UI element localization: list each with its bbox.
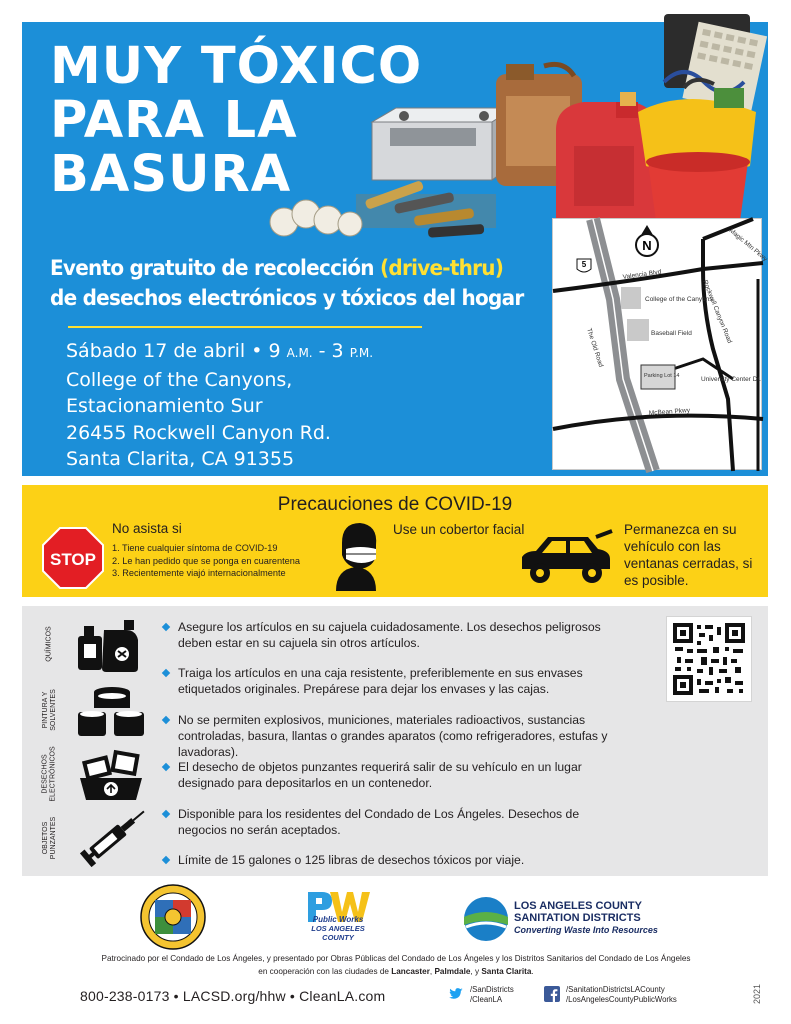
sponsor-fragment: , y xyxy=(470,966,482,976)
category-chemicals xyxy=(22,616,162,672)
sponsor-fragment: en cooperación con las ciudades de xyxy=(258,966,392,976)
title-line: MUY TÓXICO xyxy=(50,37,423,96)
face-mask-icon xyxy=(328,521,384,591)
facebook-icon xyxy=(544,986,560,1002)
symptom-item: 2. Le han pedido que se ponga en cuarentena xyxy=(112,555,300,566)
rule-item xyxy=(163,619,623,651)
rule-text: Asegure los artículos en su cajuela cuidadosamente. Los desechos peligrosos deben estar en su cajuela sin otros artículos. xyxy=(178,620,601,650)
diamond-bullet-icon xyxy=(162,856,170,864)
sponsor-fragment: . xyxy=(531,966,534,976)
address-line: Estacionamiento Sur xyxy=(66,395,263,417)
rule-item xyxy=(163,665,623,697)
map-label: Valencia Blvd xyxy=(622,268,662,281)
qr-code[interactable] xyxy=(666,616,752,702)
rule-item xyxy=(163,759,623,791)
county-seal-logo xyxy=(140,884,206,950)
event-details xyxy=(66,338,373,473)
location-map xyxy=(552,218,769,470)
car-icon xyxy=(518,529,614,589)
rule-item xyxy=(163,806,623,838)
rule-text: Disponible para los residentes del Condado de Los Ángeles. Desechos de negocios no serán aceptados. xyxy=(178,807,580,837)
map-label: Magic Mtn Pkwy xyxy=(727,227,769,263)
category-paint xyxy=(22,682,162,738)
chemicals-icon xyxy=(74,618,148,672)
svg-text:Public Works: Public Works xyxy=(312,915,364,924)
diamond-bullet-icon xyxy=(162,763,170,771)
facebook-handle: /LosAngelesCountyPublicWorks xyxy=(566,995,677,1004)
event-subtitle xyxy=(50,254,523,314)
address-line: Santa Clarita, CA 91355 xyxy=(66,448,295,470)
covid-precautions-panel xyxy=(22,485,768,597)
category-label: OBJETOS PUNZANTES xyxy=(42,816,57,860)
sponsor-line: Patrocinado por el Condado de Los Ángeles, y presentado por Obras Públicas del Condado de Los Ángeles y los Distritos Sanitarios del Condado de Los Ángeles xyxy=(101,954,691,963)
subtitle-text: de desechos electrónicos y tóxicos del hogar xyxy=(50,286,524,311)
category-label: DESECHOS ELECTRÓNICOS xyxy=(42,746,58,802)
sanitation-text xyxy=(514,900,658,936)
symptom-item: 1. Tiene cualquier síntoma de COVID-19 xyxy=(112,543,278,553)
rule-text: Límite de 15 galones o 125 libras de desechos tóxicos por viaje. xyxy=(178,853,525,867)
syringe-icon xyxy=(74,812,148,866)
paint-cans-icon xyxy=(74,684,148,738)
diamond-bullet-icon xyxy=(162,623,170,631)
symptom-list xyxy=(112,542,300,580)
map-label: McBean Pkwy xyxy=(648,407,691,417)
pw-caption: LOS ANGELES COUNTY xyxy=(311,924,365,942)
year-label: 2021 xyxy=(752,983,762,1004)
e-waste-icon xyxy=(74,748,148,802)
rules-panel xyxy=(22,606,768,876)
pm-label: P.M. xyxy=(349,346,374,360)
drive-thru-highlight: (drive-thru) xyxy=(380,256,504,281)
face-covering-text: Use un cobertor facial xyxy=(393,522,525,537)
sponsor-fragment: , xyxy=(429,966,435,976)
twitter-handle: /SanDistricts xyxy=(470,985,514,994)
category-e-waste xyxy=(22,746,162,802)
rule-item xyxy=(163,852,623,868)
sanitation-globe-icon xyxy=(462,895,510,943)
map-label: Parking Lot 14 xyxy=(644,373,680,379)
map-label: Baseball Field xyxy=(651,330,692,337)
category-label: PINTURA Y SOLVENTES xyxy=(42,689,57,731)
map-label: University Center Dr. xyxy=(701,376,761,383)
event-date xyxy=(66,338,373,367)
city-name: Lancaster xyxy=(391,966,430,976)
hero-banner xyxy=(22,22,768,476)
stay-in-vehicle-text: Permanezca en su vehículo con las ventanas cerradas, si es posible. xyxy=(624,522,753,588)
map-graphic xyxy=(553,219,769,471)
map-label: College of the Canyons xyxy=(645,296,713,303)
twitter-icon xyxy=(448,986,464,1002)
date-text: Sábado 17 de abril • 9 xyxy=(66,340,287,362)
sanitation-line: SANITATION DISTRICTS xyxy=(514,912,641,924)
qr-code-icon xyxy=(673,623,745,695)
twitter-handle: /CleanLA xyxy=(470,995,503,1004)
title-line: BASURA xyxy=(50,145,292,204)
freeway-number: 5 xyxy=(581,260,587,269)
pw-logo-mark xyxy=(300,890,376,924)
rule-item xyxy=(163,712,623,760)
facebook-handles[interactable] xyxy=(566,985,677,1005)
covid-title: Precauciones de COVID-19 xyxy=(277,494,513,515)
hazardous-items-illustration xyxy=(244,22,768,244)
title-line: PARA LA xyxy=(50,91,298,150)
am-label: A.M. xyxy=(286,346,313,360)
address-line: College of the Canyons, xyxy=(66,368,293,391)
do-not-attend-heading: No asista si xyxy=(112,521,182,536)
sanitation-line: LOS ANGELES COUNTY xyxy=(514,900,642,912)
sanitation-tagline: Converting Waste Into Resources xyxy=(514,925,658,935)
category-label-wrap xyxy=(30,616,70,672)
stop-sign-icon xyxy=(42,527,104,589)
category-label-wrap xyxy=(30,682,70,738)
rule-text: Traiga los artículos en una caja resistente, preferiblemente en sus envases etiquetados originales. Prepárese para dejar los envases y las cajas. xyxy=(178,666,583,696)
sponsor-text xyxy=(60,953,732,978)
diamond-bullet-icon xyxy=(162,716,170,724)
address-line: 26455 Rockwell Canyon Rd. xyxy=(66,421,331,444)
north-marker: N xyxy=(642,238,652,253)
diamond-bullet-icon xyxy=(162,669,170,677)
category-label: QUÍMICOS xyxy=(45,626,53,662)
category-label-wrap xyxy=(30,746,70,802)
category-label-wrap xyxy=(30,810,70,866)
city-name: Palmdale xyxy=(434,966,471,976)
twitter-handles[interactable] xyxy=(470,985,514,1005)
facebook-handle: /SanitationDistrictsLACounty xyxy=(566,985,665,994)
diamond-bullet-icon xyxy=(162,810,170,818)
public-works-logo xyxy=(300,890,376,946)
symptom-item: 3. Recientemente viajó internacionalmente xyxy=(112,568,286,578)
city-name: Santa Clarita xyxy=(481,966,532,976)
yellow-divider xyxy=(68,326,422,328)
rule-text: El desecho de objetos punzantes requerirá salir de su vehículo en un lugar designado para depositarlos en un contenedor. xyxy=(178,760,582,790)
sponsor-line xyxy=(60,966,732,979)
stop-sign-text: STOP xyxy=(50,550,96,569)
rule-text: No se permiten explosivos, municiones, materiales radioactivos, sustancias controladas, basura, llantas o grandes aparatos (como refrigeradores, estufas y lavadoras). xyxy=(178,713,608,759)
map-label: The Old Road xyxy=(585,327,605,369)
subtitle-text: Evento gratuito de recolección xyxy=(50,256,381,281)
map-label: Rockwell Canyon Road xyxy=(701,279,733,345)
sanitation-districts-logo xyxy=(462,893,682,947)
date-text: - 3 xyxy=(312,340,350,362)
category-sharps xyxy=(22,810,162,866)
contact-line[interactable]: 800-238-0173 • LACSD.org/hhw • CleanLA.com xyxy=(80,988,386,1004)
